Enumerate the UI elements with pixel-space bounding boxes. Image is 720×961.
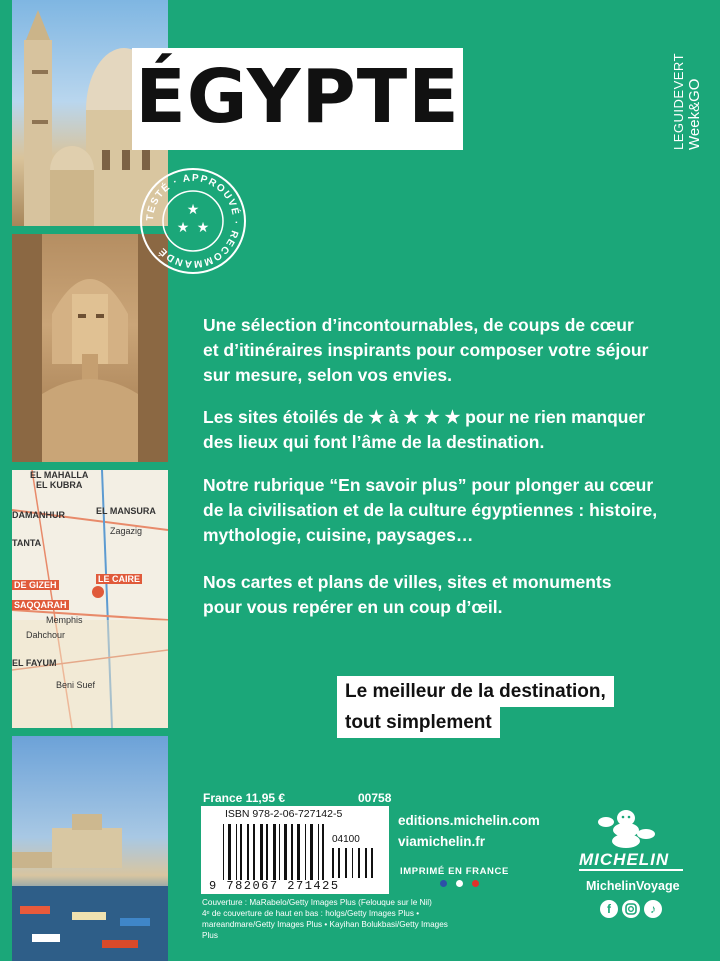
product-code: 00758 bbox=[358, 791, 392, 805]
blurb-line: de la civilisation et de la culture égyptiennes : histoire, bbox=[203, 500, 658, 520]
barcode-addon: 04100 bbox=[332, 834, 360, 845]
addon-bars bbox=[332, 848, 380, 878]
addon-bar bbox=[352, 848, 353, 878]
map-label: Memphis bbox=[46, 615, 83, 625]
barcode-bar bbox=[266, 824, 268, 880]
series-brand-line2: Week&GO bbox=[686, 78, 703, 150]
credit-line: Couverture : MaRabelo/Getty Images Plus (Felouque sur le Nil) bbox=[202, 898, 432, 907]
barcode-bar bbox=[322, 824, 324, 880]
blurb-maps bbox=[203, 570, 703, 620]
barcode-bar bbox=[310, 824, 313, 880]
series-brand-line1: LEGUIDEVERT bbox=[671, 52, 686, 150]
tagline-line1: Le meilleur de la destination, bbox=[337, 676, 614, 707]
barcode-bar bbox=[297, 824, 300, 880]
barcode-bar bbox=[305, 824, 306, 880]
michelin-logo: MICHELIN bbox=[579, 850, 670, 869]
michelin-underline bbox=[579, 869, 683, 871]
barcode-bar bbox=[240, 824, 242, 880]
barcode-bar bbox=[318, 824, 319, 880]
barcode-bar bbox=[284, 824, 287, 880]
map-label: DAMANHUR bbox=[12, 510, 65, 520]
addon-bar bbox=[358, 848, 360, 878]
blurb-en-savoir-plus bbox=[203, 473, 703, 548]
barcode-bar bbox=[247, 824, 249, 880]
blurb-stars bbox=[203, 405, 703, 455]
barcode-bar bbox=[273, 824, 276, 880]
map-label: EL KUBRA bbox=[36, 480, 83, 490]
flag-red-dot bbox=[472, 880, 479, 887]
barcode-bar bbox=[236, 824, 237, 880]
photo-credits bbox=[202, 897, 452, 941]
map-label: Dahchour bbox=[26, 630, 66, 640]
blurb-line: pour vous repérer en un coup d’œil. bbox=[203, 597, 503, 617]
maps-website[interactable]: viamichelin.fr bbox=[398, 834, 486, 849]
map-label: LE CAIRE bbox=[98, 574, 141, 584]
michelin-voyage-handle: MichelinVoyage bbox=[586, 879, 680, 893]
michelin-man-icon bbox=[596, 808, 656, 855]
map-label: TANTA bbox=[12, 538, 42, 548]
barcode-bar bbox=[223, 824, 224, 880]
barcode-bar bbox=[253, 824, 255, 880]
map-label: EL MAHALLA bbox=[30, 470, 89, 480]
blurb-line: Notre rubrique “En savoir plus” pour plonger au cœur bbox=[203, 475, 654, 495]
blurb-line: Nos cartes et plans de villes, sites et monuments bbox=[203, 572, 612, 592]
isbn: ISBN 978-2-06-727142-5 bbox=[225, 808, 343, 820]
title-box bbox=[132, 48, 463, 150]
credit-line: 4ᵉ de couverture de haut en bas : holgs/Getty Images Plus • bbox=[202, 909, 420, 918]
facebook-icon[interactable]: f bbox=[600, 900, 618, 918]
barcode-bar bbox=[260, 824, 263, 880]
map-label: SAQQARAH bbox=[14, 600, 67, 610]
blurb-line: Une sélection d’incontournables, de coups de cœur bbox=[203, 315, 634, 335]
barcode-bar bbox=[279, 824, 280, 880]
flag-white-dot bbox=[456, 880, 463, 887]
map-label: EL FAYUM bbox=[12, 658, 57, 668]
addon-bar bbox=[365, 848, 367, 878]
barcode-bar bbox=[228, 824, 231, 880]
svg-text:TESTÉ · APPROUVÉ · RECOMMANDÉ bbox=[145, 173, 243, 269]
blurb-line: Les sites étoilés de ★ à ★ ★ ★ pour ne rien manquer bbox=[203, 407, 646, 427]
blurb-line: mythologie, cuisine, paysages… bbox=[203, 525, 474, 545]
star-icon: ★ bbox=[176, 219, 190, 235]
publisher-website[interactable]: editions.michelin.com bbox=[398, 813, 540, 828]
barcode-bars bbox=[223, 824, 329, 880]
barcode-bar bbox=[291, 824, 293, 880]
blurb-line: et d’itinéraires inspirants pour composer votre séjour bbox=[203, 340, 649, 360]
flag-blue-dot bbox=[440, 880, 447, 887]
star-icon: ★ bbox=[186, 201, 200, 217]
price: France 11,95 € bbox=[203, 791, 286, 805]
map-label: Zagazig bbox=[110, 526, 143, 536]
addon-bar bbox=[338, 848, 340, 878]
instagram-icon[interactable] bbox=[622, 900, 640, 918]
fort-harbour-photo bbox=[12, 736, 168, 961]
map-label: EL MANSURA bbox=[96, 506, 156, 516]
blurb-line: des lieux qui font l’âme de la destination. bbox=[203, 432, 545, 452]
blurb-line: sur mesure, selon vos envies. bbox=[203, 365, 453, 385]
page-title: ÉGYPTE bbox=[135, 54, 460, 140]
addon-bar bbox=[345, 848, 347, 878]
barcode-number: 9 782067 271425 bbox=[209, 879, 340, 893]
credit-line: mareandmare/Getty Images Plus • Kayihan Bolukbasi/Getty Images Plus bbox=[202, 920, 448, 940]
barcode bbox=[201, 806, 389, 894]
printed-in-france: IMPRIMÉ EN FRANCE bbox=[400, 866, 509, 877]
series-brand bbox=[672, 50, 704, 150]
tested-approved-stamp bbox=[138, 166, 248, 276]
tiktok-icon[interactable]: ♪ bbox=[644, 900, 662, 918]
stamp-text: TESTÉ · APPROUVÉ · RECOMMANDÉ bbox=[144, 172, 242, 270]
tagline-line2: tout simplement bbox=[337, 707, 500, 738]
map-label: DE GIZEH bbox=[14, 580, 57, 590]
addon-bar bbox=[332, 848, 334, 878]
addon-bar bbox=[371, 848, 373, 878]
blurb-selection bbox=[203, 313, 703, 388]
map-label: Beni Suef bbox=[56, 680, 96, 690]
star-icon: ★ bbox=[196, 219, 210, 235]
map-photo bbox=[12, 470, 168, 728]
